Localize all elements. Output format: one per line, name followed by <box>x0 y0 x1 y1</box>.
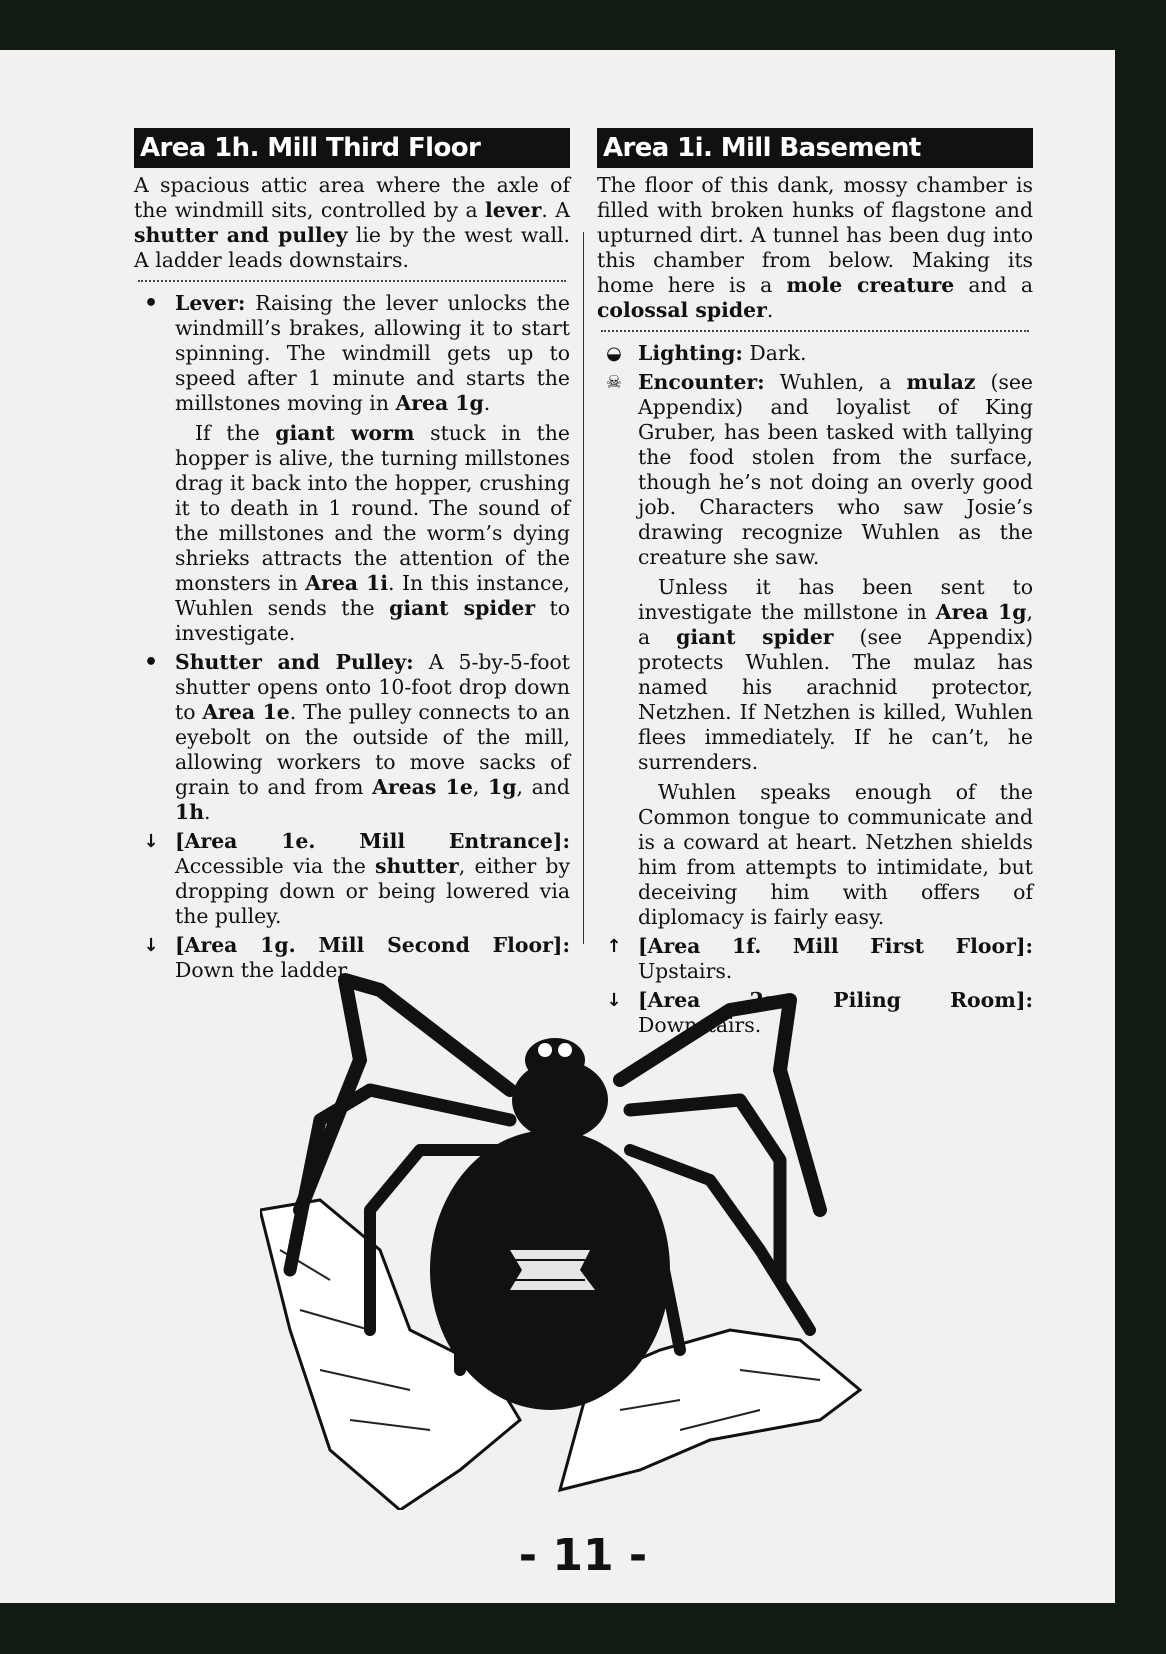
bold-term: Areas 1e <box>372 775 473 799</box>
item-paragraph: [Area 1e. Mill Entrance]: Accessible via the shutter, either by dropping down or being lowered via the pulley. <box>175 829 570 928</box>
bold-term: 1g <box>488 775 517 799</box>
bold-term: giant spider <box>676 625 834 649</box>
item-label: Encounter: <box>638 370 765 394</box>
bold-term: Area 1g <box>395 391 484 415</box>
bullet-icon: • <box>143 291 159 316</box>
area-intro: A spacious attic area where the axle of the windmill sits, controlled by a lever. A shutter and pulley lie by the west wall. A ladder leads downstairs. <box>134 173 570 272</box>
bullet-icon: • <box>143 650 159 675</box>
feature-list <box>134 291 570 983</box>
arrow-up-icon: ↑ <box>606 936 622 957</box>
area-intro: The floor of this dank, mossy chamber is filled with broken hunks of flagstone and upturned dirt. A tunnel has been dug into this chamber from below. Making its home here is a mole creature and a colossal spider. <box>597 173 1033 322</box>
item-paragraph: Unless it has been sent to investigate the millstone in Area 1g, a giant spider (see Appendix) protects Wuhlen. The mulaz has named his arachnid protector, Netzhen. If Netzhen is killed, Wuhlen flees immediately. If he can’t, he surrenders. <box>638 575 1034 774</box>
bold-term: giant worm <box>275 421 415 445</box>
bold-term: giant spider <box>389 596 536 620</box>
item-label: Lever: <box>175 291 246 315</box>
item-paragraph: [Area 1f. Mill First Floor]: Upstairs. <box>638 934 1033 983</box>
bold-term: mole creature <box>786 273 955 297</box>
item-label: [Area 1g. Mill Second Floor]: <box>175 933 570 957</box>
giant-spider-illustration <box>260 950 900 1510</box>
dotted-separator <box>138 280 566 282</box>
right-column <box>597 128 1033 1042</box>
area-heading: Area 1h. Mill Third Floor <box>134 128 570 168</box>
arrow-down-icon: ↓ <box>606 990 622 1011</box>
skull-icon: ☠ <box>605 372 623 393</box>
bold-term: lever <box>485 198 542 222</box>
item-label: [Area 2a. Piling Room]: <box>638 988 1033 1012</box>
item-paragraph: Lighting: Dark. <box>638 341 807 365</box>
bold-term: Area 1i <box>305 571 389 595</box>
item-paragraph: [Area 1g. Mill Second Floor]: Down the ladder. <box>175 933 570 982</box>
arrow-down-icon: ↓ <box>143 831 159 852</box>
book-page <box>0 50 1115 1603</box>
item-paragraph: Lever: Raising the lever unlocks the windmill’s brakes, allowing it to start spinning. The windmill gets up to speed after 1 minute and starts the millstones moving in Area 1g. <box>175 291 570 415</box>
item-label: Shutter and Pulley: <box>175 650 414 674</box>
lighting-icon: ◒ <box>606 343 622 364</box>
bold-term: Area 1e <box>202 700 290 724</box>
left-column <box>134 128 570 987</box>
bold-term: colossal spider <box>597 298 767 322</box>
bold-term: 1h <box>175 800 205 824</box>
list-item <box>134 650 570 825</box>
feature-list <box>597 341 1033 1038</box>
list-item <box>597 341 1033 366</box>
item-paragraph: If the giant worm stuck in the hopper is alive, the turning millstones drag it back into the hopper, crushing it to death in 1 round. The sound of the millstones and the worm’s dying shrieks attracts the attention of the monsters in Area 1i. In this instance, Wuhlen sends the giant spider to investigate. <box>175 421 571 645</box>
bold-term: shutter and pulley <box>134 223 348 247</box>
page-number: - 11 - <box>518 1530 648 1581</box>
list-item <box>134 291 570 646</box>
area-heading: Area 1i. Mill Basement <box>597 128 1033 168</box>
dotted-separator <box>601 330 1029 332</box>
bold-term: Area 1g <box>935 600 1027 624</box>
column-divider <box>583 232 584 944</box>
item-label: Lighting: <box>638 341 743 365</box>
item-label: [Area 1e. Mill Entrance]: <box>175 829 570 853</box>
item-label: [Area 1f. Mill First Floor]: <box>638 934 1033 958</box>
item-paragraph: Encounter: Wuhlen, a mulaz (see Appendix) and loyalist of King Gruber, has been tasked with tallying the food stolen from the surface, though he’s not doing an overly good job. Characters who saw Josie’s drawing recognize Wuhlen as the creature she saw. <box>638 370 1033 569</box>
bold-term: shutter <box>375 854 459 878</box>
list-item <box>597 370 1033 930</box>
bold-term: mulaz <box>906 370 976 394</box>
item-paragraph: Wuhlen speaks enough of the Common tongue to communicate and is a coward at heart. Netzhen shields him from attempts to intimidate, but deceiving him with offers of diplomacy is fairly easy. <box>638 780 1033 929</box>
item-paragraph: Shutter and Pulley: A 5-by-5-foot shutter opens onto 10-foot drop down to Area 1e. The pulley connects to an eyebolt on the outside of the mill, allowing workers to move sacks of grain to and from Areas 1e, 1g, and 1h. <box>175 650 571 824</box>
arrow-down-icon: ↓ <box>143 935 159 956</box>
list-item <box>134 829 570 929</box>
item-paragraph: [Area 2a. Piling Room]: Downstairs. <box>638 988 1033 1037</box>
